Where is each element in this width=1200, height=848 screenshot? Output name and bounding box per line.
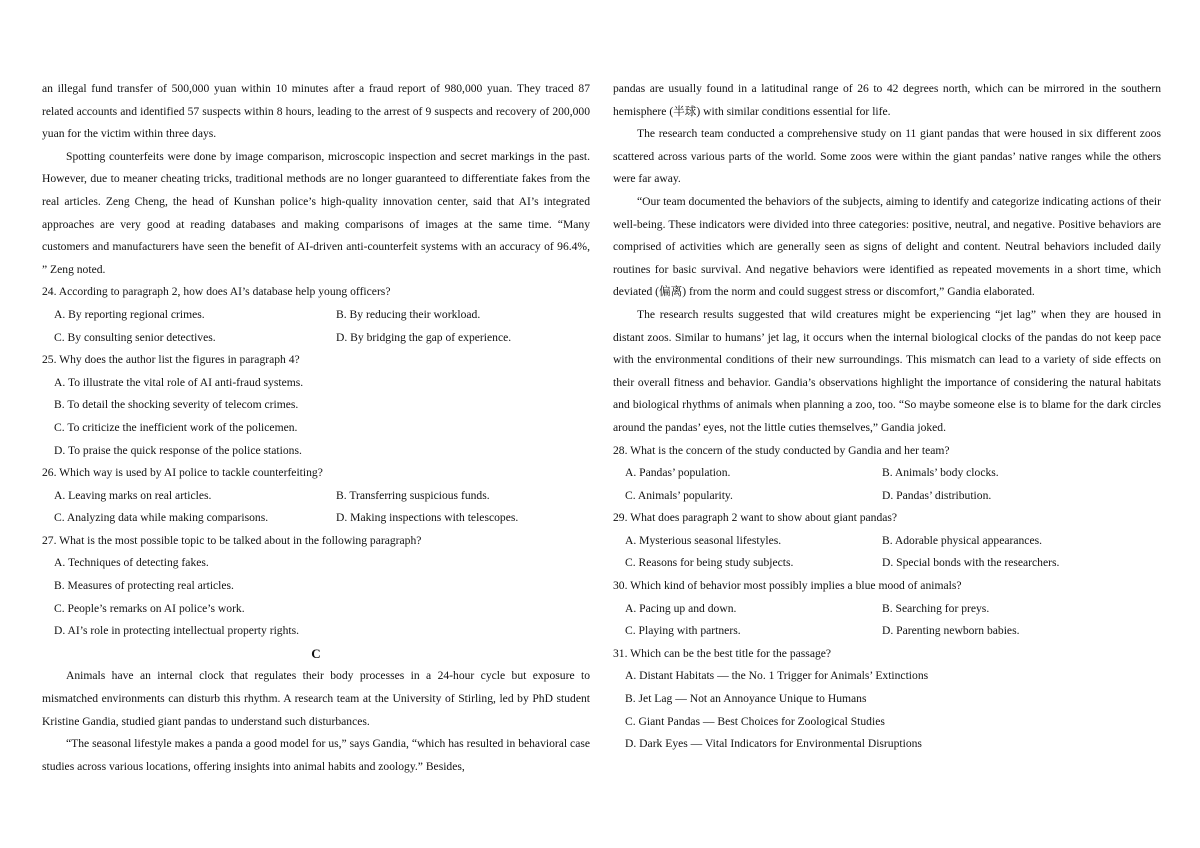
section-c-heading: C xyxy=(311,645,321,661)
question-30-stem: 30. Which kind of behavior most possibly implies a blue mood of animals? xyxy=(613,579,962,593)
option-c: C. Analyzing data while making comparisons. xyxy=(54,511,269,525)
option-d: D. Parenting newborn babies. xyxy=(882,624,1020,638)
option-d: D. Special bonds with the researchers. xyxy=(882,556,1060,570)
option-c: C. By consulting senior detectives. xyxy=(54,330,216,344)
passage-paragraph: “The seasonal lifestyle makes a panda a good model for us,” says Gandia, “which has resulted in behavioral case studies across various locations, offering insights into animal habits and zoology.” Besides, xyxy=(42,737,590,773)
question-31-stem: 31. Which can be the best title for the passage? xyxy=(613,646,832,660)
option-d: D. To praise the quick response of the police stations. xyxy=(54,443,302,457)
question-28-options xyxy=(613,462,1161,507)
option-b: B. Searching for preys. xyxy=(882,601,990,615)
option-b: B. Measures of protecting real articles. xyxy=(54,579,234,593)
option-b: B. Transferring suspicious funds. xyxy=(336,488,490,502)
option-c: C. Playing with partners. xyxy=(625,624,741,638)
passage-paragraph: pandas are usually found in a latitudinal range of 26 to 42 degrees north, which can be mirrored in the southern hemisphere (半球) with similar conditions essential for life. xyxy=(613,82,1161,118)
option-d: D. AI’s role in protecting intellectual property rights. xyxy=(54,624,300,638)
option-a: A. Pacing up and down. xyxy=(625,601,737,615)
question-25-options xyxy=(42,372,590,462)
option-c: C. To criticize the inefficient work of the policemen. xyxy=(54,420,298,434)
question-26-options xyxy=(42,485,590,530)
option-b: B. Adorable physical appearances. xyxy=(882,533,1042,547)
passage-paragraph: an illegal fund transfer of 500,000 yuan within 10 minutes after a fraud report of 980,000 yuan. They traced 87 related accounts and identified 57 suspects within 8 hours, leading to the arrest of 9 suspects and recovery of 200,000 yuan for the victim within three days. xyxy=(42,82,590,141)
question-24-options xyxy=(42,304,590,349)
option-c: C. People’s remarks on AI police’s work. xyxy=(54,601,245,615)
question-27-options xyxy=(42,552,590,642)
option-b: B. Jet Lag — Not an Annoyance Unique to Humans xyxy=(625,692,867,706)
option-d: D. Making inspections with telescopes. xyxy=(336,511,519,525)
option-c: C. Animals’ popularity. xyxy=(625,488,733,502)
passage-paragraph: Spotting counterfeits were done by image comparison, microscopic inspection and secret markings in the past. However, due to meaner cheating tricks, traditional methods are no longer guaranteed to differentiate fakes from the real articles. Zeng Cheng, the head of Kunshan police’s high-quality innovation center, said that AI’s integrated approaches are very good at reading databases and making comparisons of images at the same time. “Many customers and manufacturers have seen the benefit of AI-driven anti-counterfeit systems with an accuracy of 96.4%, ” Zeng noted. xyxy=(42,149,590,276)
option-a: A. Pandas’ population. xyxy=(625,466,731,480)
option-a: A. Distant Habitats — the No. 1 Trigger for Animals’ Extinctions xyxy=(625,669,929,683)
question-24-stem: 24. According to paragraph 2, how does AI’s database help young officers? xyxy=(42,285,391,299)
option-b: B. By reducing their workload. xyxy=(336,307,481,321)
option-d: D. Dark Eyes — Vital Indicators for Environmental Disruptions xyxy=(625,737,922,751)
option-c: C. Giant Pandas — Best Choices for Zoological Studies xyxy=(625,714,885,728)
option-a: A. Mysterious seasonal lifestyles. xyxy=(625,533,782,547)
question-30-options xyxy=(613,598,1161,643)
option-d: D. By bridging the gap of experience. xyxy=(336,330,512,344)
option-b: B. Animals’ body clocks. xyxy=(882,466,999,480)
passage-paragraph: The research team conducted a comprehensive study on 11 giant pandas that were housed in six different zoos scattered across various parts of the world. Some zoos were within the giant pandas’ native ranges while the others were far away. xyxy=(613,127,1161,186)
left-column xyxy=(42,78,590,778)
question-28-stem: 28. What is the concern of the study conducted by Gandia and her team? xyxy=(613,443,950,457)
option-c: C. Reasons for being study subjects. xyxy=(625,556,794,570)
question-31-options xyxy=(613,665,1161,755)
passage-paragraph: “Our team documented the behaviors of the subjects, aiming to identify and categorize indicating actions of their well-being. These indicators were divided into three categories: positive, neutral, and negative. Positive behaviors are comprised of activities which are generally seen as signs of delight and content. Neutral behaviors included daily routines for basic survival. And negative behaviors were identified as repeated movements in a short time, which deviated (偏离) from the norm and could suggest stress or discomfort,” Gandia elaborated. xyxy=(613,194,1161,299)
option-a: A. Leaving marks on real articles. xyxy=(54,488,212,502)
question-27-stem: 27. What is the most possible topic to be talked about in the following paragraph? xyxy=(42,533,422,547)
option-a: A. To illustrate the vital role of AI anti-fraud systems. xyxy=(54,375,304,389)
option-b: B. To detail the shocking severity of telecom crimes. xyxy=(54,398,299,412)
passage-paragraph: The research results suggested that wild creatures might be experiencing “jet lag” when they are housed in distant zoos. Similar to humans’ jet lag, it occurs when the internal biological clocks of the pandas do not keep pace with the environmental conditions of their new surroundings. This mismatch can lead to a variety of side effects on their overall fitness and behavior. Gandia’s observations highlight the importance of considering the natural habitats and biological rhythms of animals when planning a zoo, too. “So maybe someone else is to blame for the dark circles around the pandas’ eyes, not the little cuties themselves,” Gandia joked. xyxy=(613,307,1161,434)
question-25-stem: 25. Why does the author list the figures in paragraph 4? xyxy=(42,353,300,367)
option-a: A. By reporting regional crimes. xyxy=(54,307,205,321)
question-29-stem: 29. What does paragraph 2 want to show about giant pandas? xyxy=(613,511,898,525)
passage-paragraph: Animals have an internal clock that regulates their body processes in a 24-hour cycle but exposure to mismatched environments can disturb this rhythm. A research team at the University of Stirling, led by PhD student Kristine Gandia, studied giant pandas to understand such disturbances. xyxy=(42,669,590,728)
question-29-options xyxy=(613,530,1161,575)
question-26-stem: 26. Which way is used by AI police to tackle counterfeiting? xyxy=(42,466,323,480)
option-a: A. Techniques of detecting fakes. xyxy=(54,556,209,570)
option-d: D. Pandas’ distribution. xyxy=(882,488,992,502)
right-column xyxy=(613,78,1161,756)
